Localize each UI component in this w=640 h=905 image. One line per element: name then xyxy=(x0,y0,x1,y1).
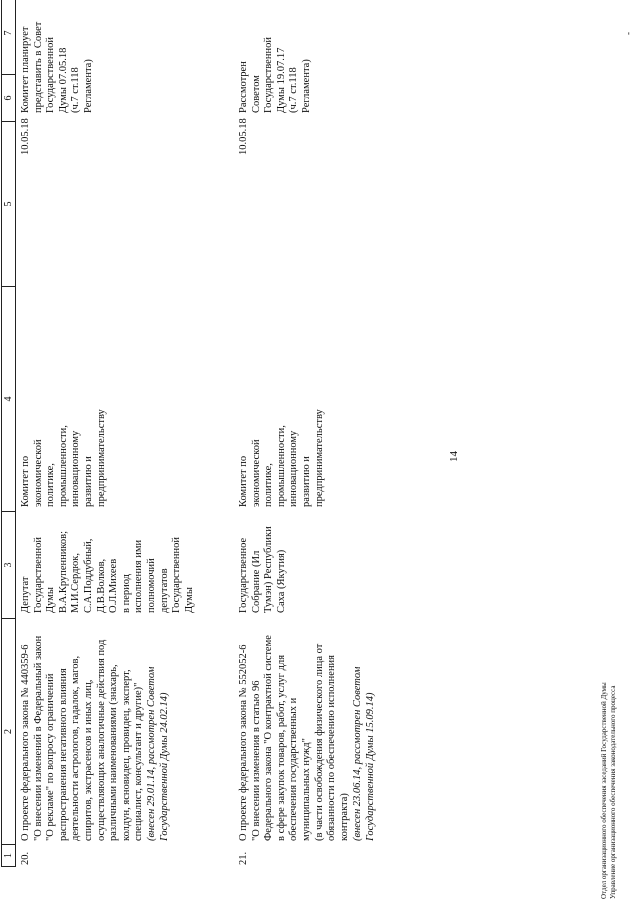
responsible-committee: Комитет по экономической политике, промышленности, инновационному развитию и предпринимательству xyxy=(20,409,107,507)
date: 10.05.18 xyxy=(238,118,249,155)
col-header-6: 6 xyxy=(2,74,15,121)
col-header-2: 2 xyxy=(2,618,15,844)
bill-author: Государственное Собрание (Ил Тумэн) Республики Саха (Якутия) xyxy=(238,526,287,613)
col-header-4: 4 xyxy=(2,286,15,511)
responsible-committee: Комитет по экономической политике, промышленности, инновационному развитию и предпринимательству xyxy=(238,409,325,507)
status: Рассмотрен Советом Государственной Думы 19.07.17 (ч.7 ст.118 Регламента) xyxy=(238,37,312,113)
bill-description: О проекте федерального закона № 552052-6 "О внесении изменения в статью 96 Федерального закона "О контрактной системе в сфере закупок товаров, работ, услуг для обеспечения государственных и муниципальных нужд" (в части освобождения физического лица от обязанности по обеспечению исполнения контракта) xyxy=(238,635,350,841)
col-header-1: 1 xyxy=(2,844,15,866)
row-number: 21. xyxy=(238,851,249,865)
date: 10.05.18 xyxy=(20,118,31,155)
page-number: 14 xyxy=(448,451,460,462)
column-header-row xyxy=(1,0,16,867)
corner-mark: - xyxy=(623,32,633,35)
bill-description: О проекте федерального закона № 440359-6 "О внесении изменений в Федеральный закон "О рекламе" по вопросу ограничений распространения негативного влияния деятельности астрологов, гадалок, магов, спиритов, экстрасенсов и иных лиц, осуществляющих аналогичные действия под различными наименованиями (знахарь, колдун, ясновидец, провидец, эксперт, специалист, консультант и другие)" xyxy=(20,635,145,841)
footer-department: Отдел организационного обеспечения заседаний Государственной Думы Управление организационного обеспечения законодательного процесса xyxy=(600,682,617,899)
col-header-7: 7 xyxy=(3,30,14,36)
status: Комитет планирует представить в Совет Государственной Думы 07.05.18 (ч.7 ст.118 Регламента) xyxy=(20,21,94,113)
col-header-3: 3 xyxy=(2,511,15,618)
col-header-5: 5 xyxy=(2,121,15,286)
row-number: 20. xyxy=(20,851,31,865)
bill-author: Депутат Государственной Думы В.А.Крупенников; М.И.Сердюк, С.А.Поддубный, Д.В.Волков, О.Л.Михеев в период исполнения ими полномочий депутатов Государственной Думы xyxy=(20,530,195,613)
bill-note: (внесен 29.01.14, рассмотрен Советом Государственной Думы 24.02.14) xyxy=(146,666,170,841)
bill-note: (внесен 23.06.14, рассмотрен Советом Государственной Думы 15.09.14) xyxy=(352,666,376,841)
